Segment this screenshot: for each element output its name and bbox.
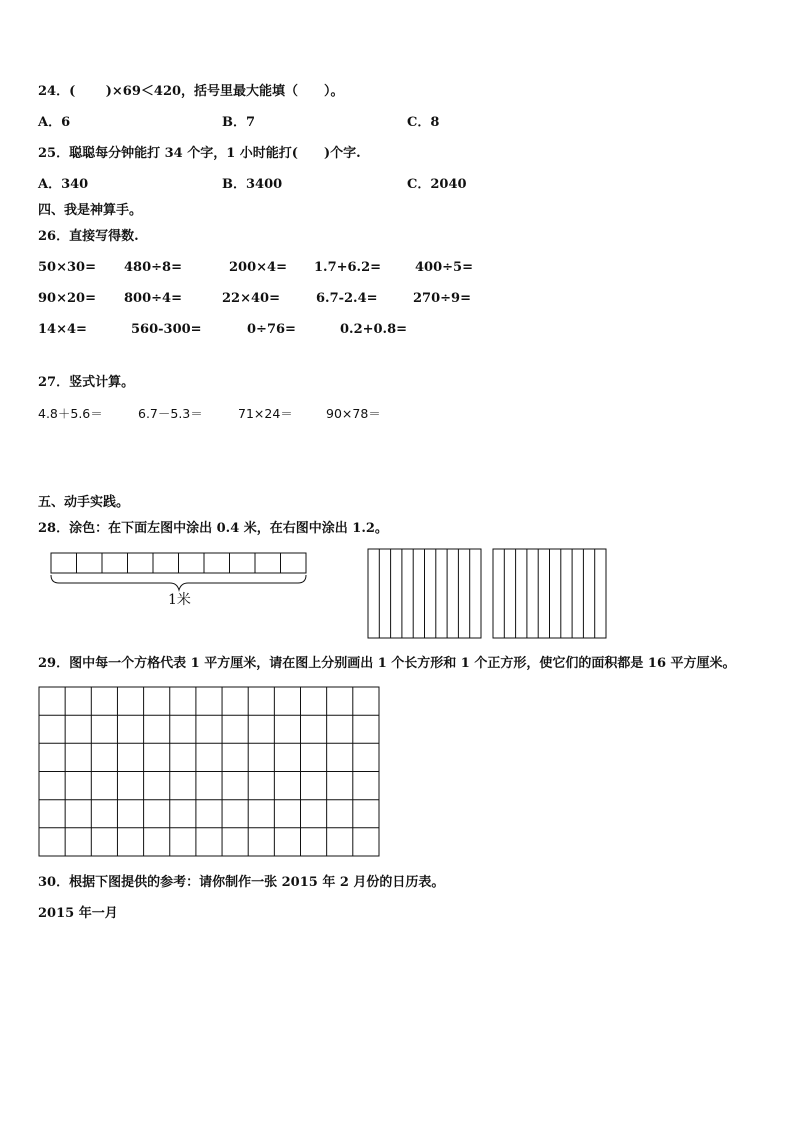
q30-caption: 2015 年一月 bbox=[38, 906, 118, 921]
meter-label: 1米 bbox=[168, 592, 191, 608]
q26-item: 6.7-2.4= bbox=[316, 291, 378, 306]
q30-text: 30．根据下图提供的参考：请你制作一张 2015 年 2 月份的日历表。 bbox=[38, 875, 445, 890]
q27-item: 4.8＋5.6＝ bbox=[38, 406, 103, 421]
q25-option-b: B．3400 bbox=[222, 177, 283, 192]
q25-text: 25．聪聪每分钟能打 34 个字，1 小时能打( )个字. bbox=[38, 146, 361, 161]
q26-item: 0÷76= bbox=[247, 322, 296, 337]
q28-text: 28．涂色：在下面左图中涂出 0.4 米，在右图中涂出 1.2。 bbox=[38, 521, 388, 536]
section-4-heading: 四、我是神算手。 bbox=[38, 203, 143, 218]
q24-text: 24．( )×69＜420，括号里最大能填（ ）。 bbox=[38, 84, 344, 99]
q26-item: 14×4= bbox=[38, 322, 87, 337]
q27-item: 6.7－5.3＝ bbox=[138, 406, 203, 421]
q26-item: 200×4= bbox=[229, 260, 287, 275]
q26-item: 90×20= bbox=[38, 291, 96, 306]
q26-item: 50×30= bbox=[38, 260, 96, 275]
q27-item: 71×24＝ bbox=[238, 406, 293, 421]
q26-item: 22×40= bbox=[222, 291, 280, 306]
q26-item: 1.7+6.2= bbox=[314, 260, 382, 275]
q25-option-a: A．340 bbox=[38, 177, 89, 192]
q24-option-b: B．7 bbox=[222, 115, 256, 130]
q26-item: 400÷5= bbox=[415, 260, 473, 275]
q24-option-c: C．8 bbox=[407, 115, 440, 130]
q26-item: 800÷4= bbox=[124, 291, 182, 306]
q26-text: 26．直接写得数. bbox=[38, 229, 139, 244]
q26-item: 480÷8= bbox=[124, 260, 182, 275]
q24-option-a: A．6 bbox=[38, 115, 71, 130]
q29-text: 29．图中每一个方格代表 1 平方厘米，请在图上分别画出 1 个长方形和 1 个正方形，使它们的面积都是 16 平方厘米。 bbox=[38, 656, 736, 671]
q27-text: 27．竖式计算。 bbox=[38, 375, 135, 390]
q27-item: 90×78＝ bbox=[326, 406, 381, 421]
q26-item: 560-300= bbox=[131, 322, 202, 337]
section-5-heading: 五、动手实践。 bbox=[38, 495, 130, 510]
q25-option-c: C．2040 bbox=[407, 177, 467, 192]
q26-item: 0.2+0.8= bbox=[340, 322, 408, 337]
q26-item: 270÷9= bbox=[413, 291, 471, 306]
